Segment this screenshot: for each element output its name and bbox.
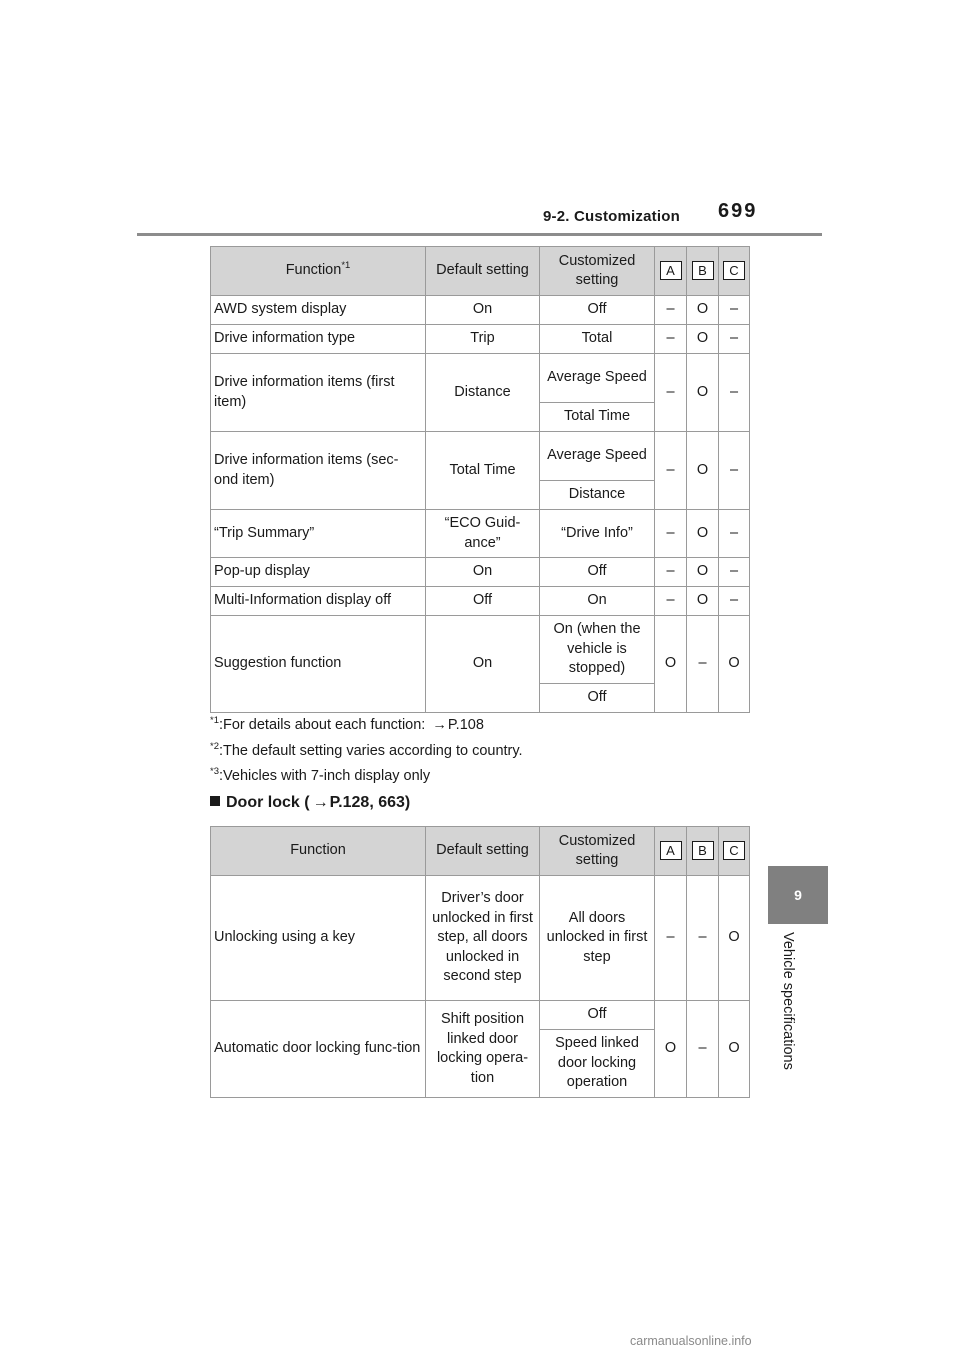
column-header-a: A xyxy=(655,827,687,876)
table-row xyxy=(211,558,750,587)
a-cell: O xyxy=(655,1001,687,1098)
default-cell: Distance xyxy=(426,354,540,432)
table-header-row xyxy=(211,247,750,296)
table-row xyxy=(211,325,750,354)
column-header-b: B xyxy=(687,827,719,876)
column-header-c: C xyxy=(719,827,750,876)
column-header-customized: Customized setting xyxy=(540,827,655,876)
b-cell: O xyxy=(687,558,719,587)
function-cell: Pop-up display xyxy=(211,558,426,587)
b-cell: O xyxy=(687,354,719,432)
default-cell: Off xyxy=(426,587,540,616)
default-cell: Total Time xyxy=(426,432,540,510)
function-cell: Suggestion function xyxy=(211,616,426,713)
column-header-default: Default setting xyxy=(426,247,540,296)
page-reference-link[interactable]: P.128, 663) xyxy=(329,794,411,811)
c-cell: – xyxy=(719,325,750,354)
customized-cell: Off xyxy=(540,558,655,587)
c-cell: O xyxy=(719,1001,750,1098)
default-cell: Driver’s door unlocked in first step, all doors unlocked in second step xyxy=(426,876,540,1001)
c-cell: – xyxy=(719,558,750,587)
default-cell: “ECO Guid-ance” xyxy=(426,510,540,558)
c-cell: – xyxy=(719,432,750,510)
c-cell: O xyxy=(719,616,750,713)
customized-cell: Total xyxy=(540,325,655,354)
a-cell: – xyxy=(655,510,687,558)
function-cell: AWD system display xyxy=(211,296,426,325)
section-title: 9-2. Customization xyxy=(543,208,680,225)
b-cell: O xyxy=(687,432,719,510)
function-cell: Drive information type xyxy=(211,325,426,354)
a-cell: – xyxy=(655,354,687,432)
a-cell: – xyxy=(655,876,687,1001)
footnote: $^{*3}$:Vehicles with 7-inch display only xyxy=(210,766,431,784)
column-header-customized: Customized setting xyxy=(540,247,655,296)
function-cell: Unlocking using a key xyxy=(211,876,426,1001)
table-row xyxy=(211,510,750,558)
settings-table-door-lock xyxy=(210,826,750,1098)
c-cell: – xyxy=(719,510,750,558)
c-cell: – xyxy=(719,587,750,616)
customized-cell: Speed linked door locking operation xyxy=(540,1030,655,1098)
default-cell: Shift position linked door locking opera-tion xyxy=(426,1001,540,1098)
c-cell: – xyxy=(719,296,750,325)
default-cell: On xyxy=(426,616,540,713)
default-cell: On xyxy=(426,558,540,587)
b-cell: – xyxy=(687,876,719,1001)
column-header-function: Function xyxy=(211,827,426,876)
c-cell: O xyxy=(719,876,750,1001)
table-row xyxy=(211,432,750,481)
chapter-title: Vehicle specifications xyxy=(780,932,796,1070)
a-cell: O xyxy=(655,616,687,713)
table-row xyxy=(211,1001,750,1030)
page-reference-link[interactable]: P.108 xyxy=(447,717,484,733)
footnotes xyxy=(210,713,523,790)
table-row xyxy=(211,296,750,325)
page-number: 699 xyxy=(718,200,758,222)
a-cell: – xyxy=(655,296,687,325)
table-row xyxy=(211,876,750,1001)
column-header-a: A xyxy=(655,247,687,296)
b-cell: O xyxy=(687,587,719,616)
a-cell: – xyxy=(655,325,687,354)
customized-cell: “Drive Info” xyxy=(540,510,655,558)
default-cell: On xyxy=(426,296,540,325)
a-cell: – xyxy=(655,558,687,587)
default-cell: Trip xyxy=(426,325,540,354)
b-cell: – xyxy=(687,1001,719,1098)
b-cell: O xyxy=(687,325,719,354)
function-cell: Drive information items (first item) xyxy=(211,354,426,432)
settings-table-general xyxy=(210,246,750,713)
a-cell: – xyxy=(655,432,687,510)
column-header-c: C xyxy=(719,247,750,296)
function-cell: Multi-Information display off xyxy=(211,587,426,616)
column-header-function: Function$^{*1}$ xyxy=(211,247,426,296)
customized-cell: On (when the vehicle is stopped) xyxy=(540,616,655,684)
chapter-tab: 9 xyxy=(768,866,828,924)
table-row xyxy=(211,616,750,684)
square-bullet-icon xyxy=(210,796,220,806)
function-cell: “Trip Summary” xyxy=(211,510,426,558)
function-cell: Automatic door locking func-tion xyxy=(211,1001,426,1098)
watermark: carmanualsonline.info xyxy=(630,1334,752,1348)
column-header-default: Default setting xyxy=(426,827,540,876)
b-cell: O xyxy=(687,510,719,558)
arrow-right-icon: → xyxy=(312,794,329,811)
footnote: $^{*1}$:For details about each function: →P.108 xyxy=(210,713,523,739)
customized-cell: Off xyxy=(540,1001,655,1030)
column-header-b: B xyxy=(687,247,719,296)
customized-cell: Average Speed xyxy=(540,354,655,403)
customized-cell: Off xyxy=(540,684,655,713)
footnote: $^{*2}$:The default setting varies according to country. xyxy=(210,740,523,759)
customized-cell: Distance xyxy=(540,481,655,510)
c-cell: – xyxy=(719,354,750,432)
customized-cell: Off xyxy=(540,296,655,325)
function-cell: Drive information items (sec-ond item) xyxy=(211,432,426,510)
header-divider xyxy=(137,233,822,236)
customized-cell: All doors unlocked in first step xyxy=(540,876,655,1001)
door-lock-heading: Door lock ( →P.128, 663) xyxy=(210,794,410,812)
b-cell: O xyxy=(687,296,719,325)
table-row xyxy=(211,354,750,403)
a-cell: – xyxy=(655,587,687,616)
arrow-right-icon: → xyxy=(432,717,447,733)
customized-cell: Total Time xyxy=(540,403,655,432)
table-header-row xyxy=(211,827,750,876)
table-row xyxy=(211,587,750,616)
customized-cell: On xyxy=(540,587,655,616)
b-cell: – xyxy=(687,616,719,713)
customized-cell: Average Speed xyxy=(540,432,655,481)
